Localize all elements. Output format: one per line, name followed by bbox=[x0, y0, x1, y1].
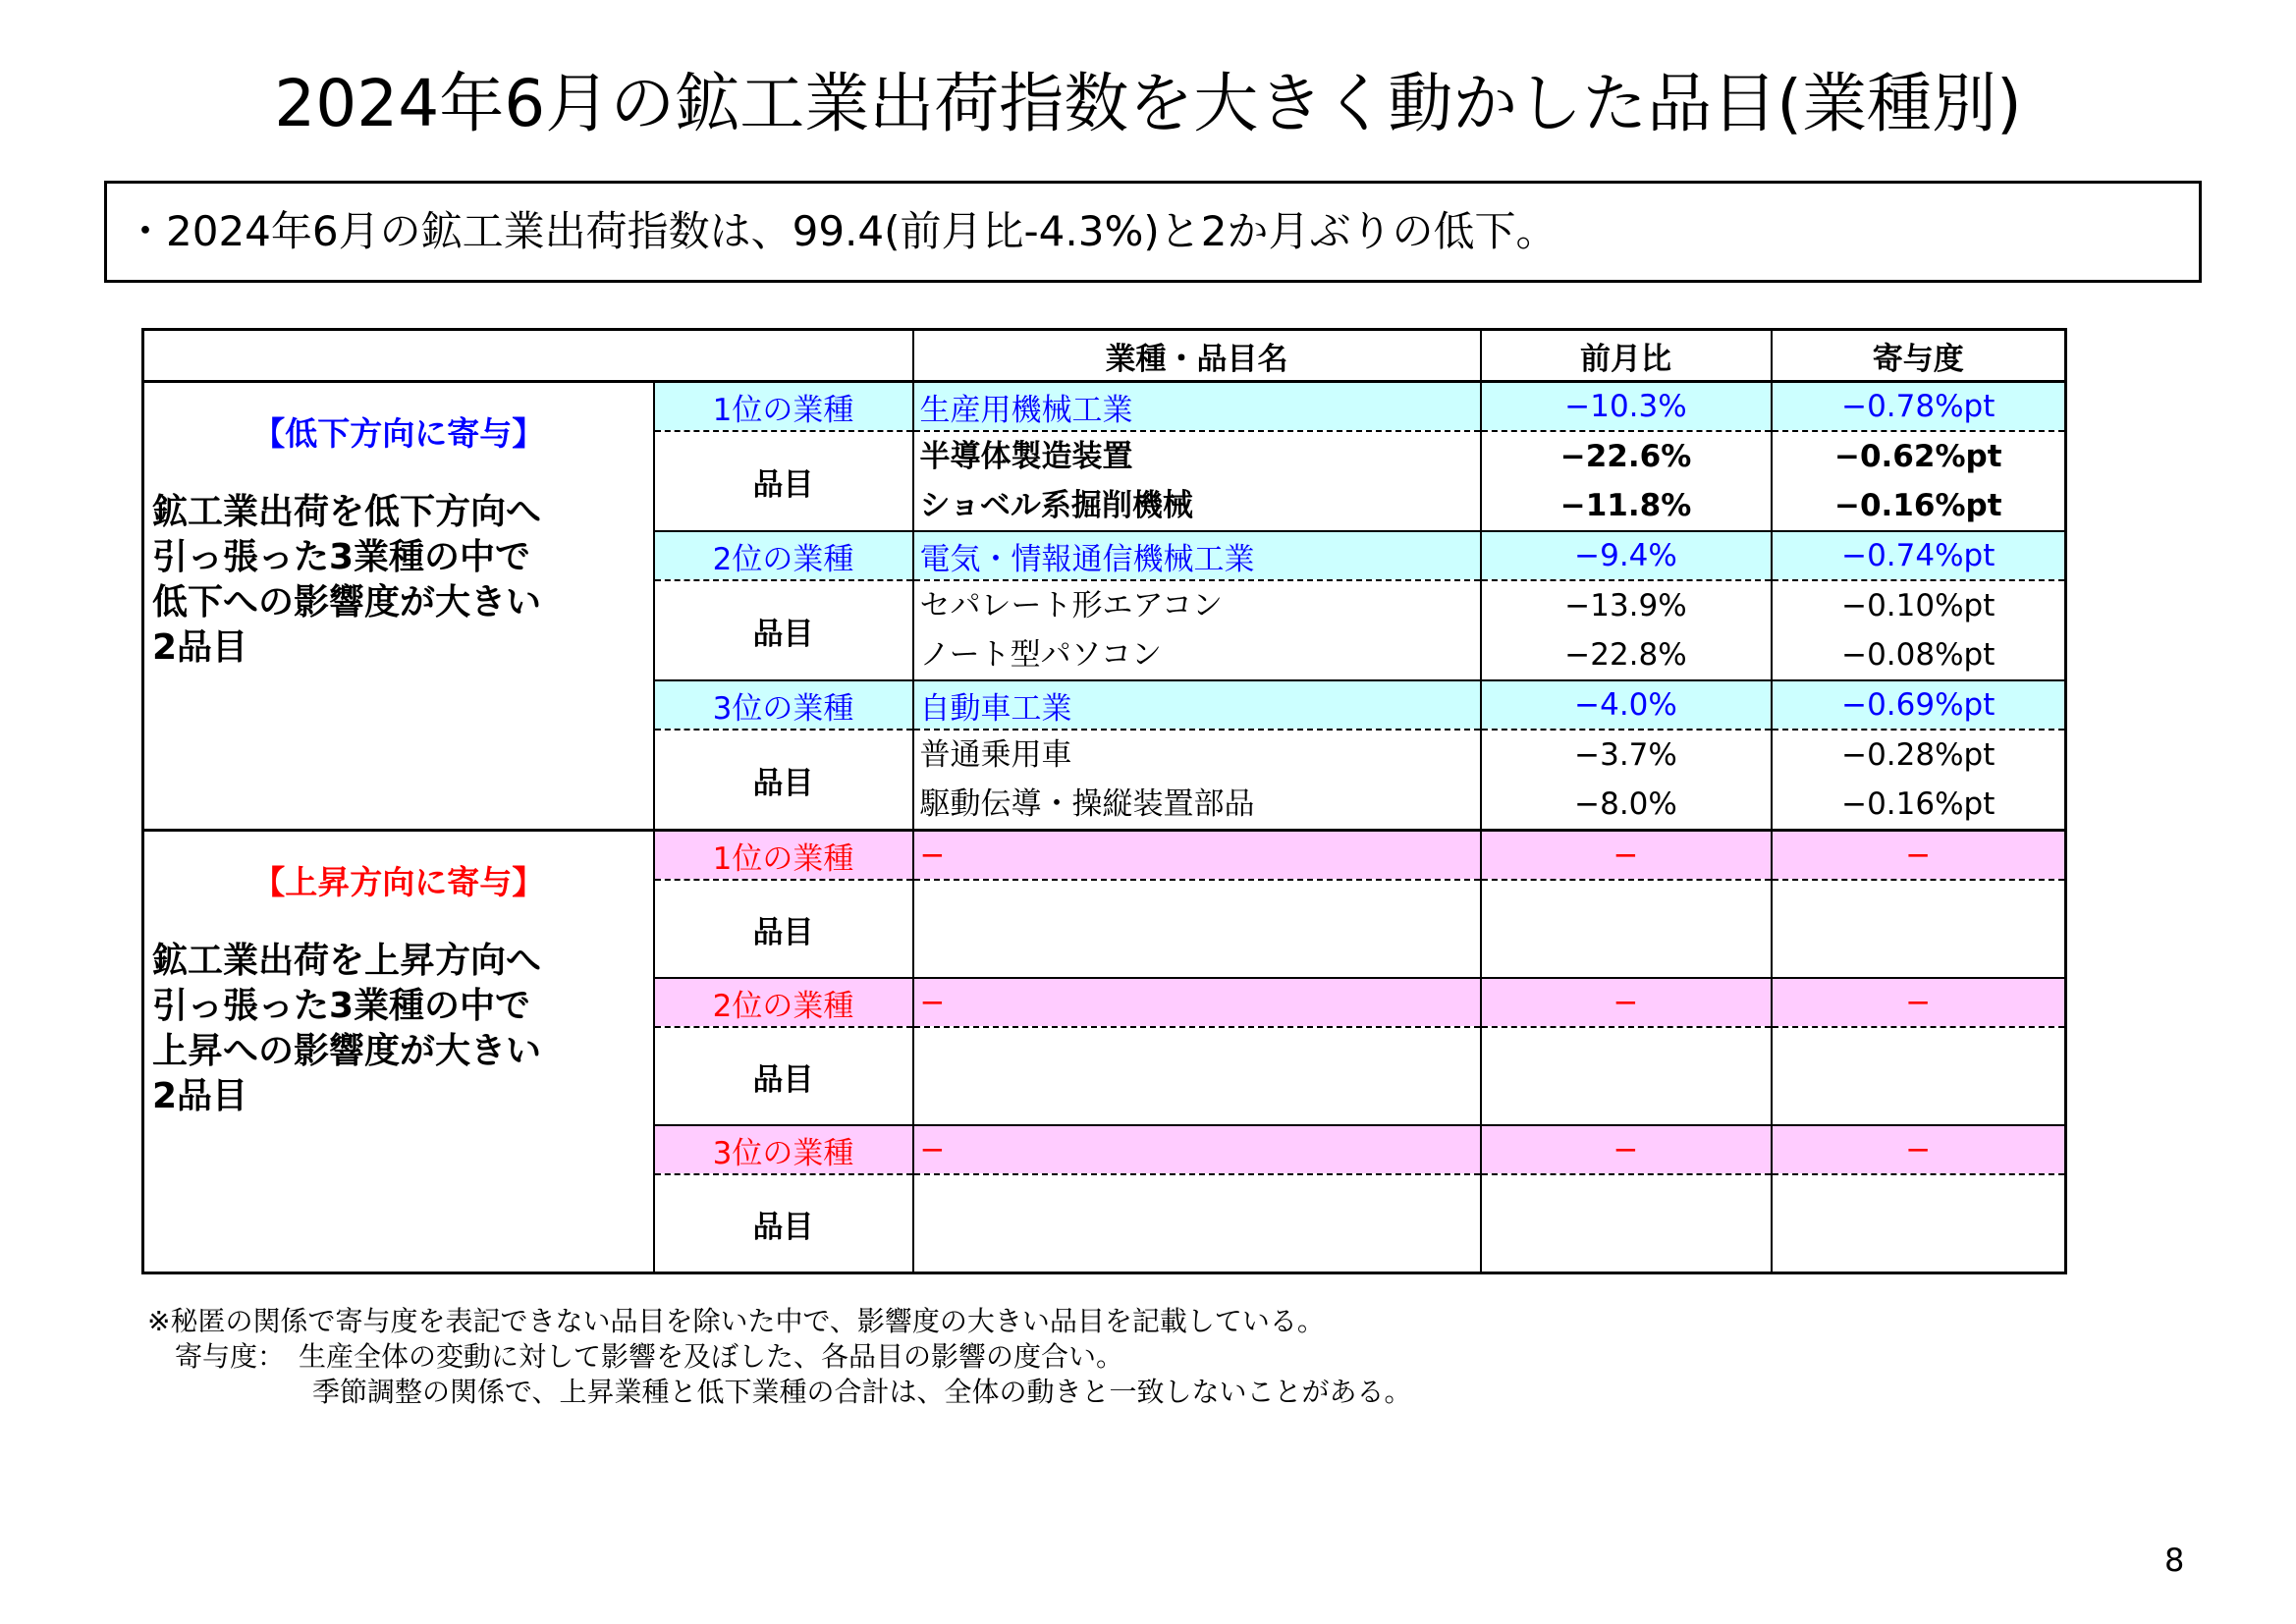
decrease-group-description: 鉱工業出荷を低下方向へ 引っ張った3業種の中で 低下への影響度が大きい 2品目 bbox=[152, 492, 542, 668]
item-moms bbox=[1481, 431, 1772, 531]
industry-mom: − bbox=[1481, 978, 1772, 1027]
industry-contribution: − bbox=[1772, 978, 2066, 1027]
item-contributions bbox=[1772, 880, 2066, 978]
industry-name: − bbox=[913, 978, 1481, 1027]
industry-name: − bbox=[913, 1125, 1481, 1174]
item-moms bbox=[1481, 1027, 1772, 1125]
table-row bbox=[143, 382, 2066, 432]
industry-mom: − bbox=[1481, 1125, 1772, 1174]
item-name: 半導体製造装置 bbox=[919, 439, 1133, 474]
item-moms bbox=[1481, 730, 1772, 831]
increase-group-label bbox=[143, 831, 654, 1273]
industry-contribution: −0.78%pt bbox=[1772, 382, 2066, 432]
item-contributions bbox=[1772, 1027, 2066, 1125]
rank-label: 2位の業種 bbox=[654, 978, 913, 1027]
decrease-group-title: 【低下方向に寄与】 bbox=[252, 414, 545, 453]
rank-label: 1位の業種 bbox=[654, 831, 913, 881]
industry-mom: −4.0% bbox=[1481, 680, 1772, 730]
item-names bbox=[913, 431, 1481, 531]
decrease-group-label bbox=[143, 382, 654, 831]
rank-label: 1位の業種 bbox=[654, 382, 913, 432]
item-mom: −22.6% bbox=[1559, 439, 1692, 474]
item-label: 品目 bbox=[654, 880, 913, 978]
item-names bbox=[913, 730, 1481, 831]
header-blank bbox=[143, 330, 913, 382]
item-name: 駆動伝導・操縦装置部品 bbox=[919, 786, 1255, 822]
industry-contribution: − bbox=[1772, 831, 2066, 881]
item-contribution: −0.28%pt bbox=[1841, 737, 1995, 773]
item-label: 品目 bbox=[654, 431, 913, 531]
item-label: 品目 bbox=[654, 580, 913, 680]
industry-name: 電気・情報通信機械工業 bbox=[913, 531, 1481, 580]
item-name: 普通乗用車 bbox=[919, 737, 1072, 773]
footnote-line: ※秘匿の関係で寄与度を表記できない品目を除いた中で、影響度の大きい品目を記載している。 bbox=[147, 1305, 1325, 1337]
item-contributions bbox=[1772, 730, 2066, 831]
item-names bbox=[913, 580, 1481, 680]
item-contribution: −0.08%pt bbox=[1841, 637, 1995, 673]
rank-label: 3位の業種 bbox=[654, 1125, 913, 1174]
item-label: 品目 bbox=[654, 730, 913, 831]
item-moms bbox=[1481, 1174, 1772, 1273]
table-row bbox=[143, 831, 2066, 881]
header-mom: 前月比 bbox=[1481, 330, 1772, 382]
item-contribution: −0.16%pt bbox=[1833, 488, 2002, 523]
item-label: 品目 bbox=[654, 1174, 913, 1273]
rank-label: 2位の業種 bbox=[654, 531, 913, 580]
item-contribution: −0.62%pt bbox=[1833, 439, 2002, 474]
summary-box: ・2024年6月の鉱工業出荷指数は、99.4(前月比-4.3%)と2か月ぶりの低下。 bbox=[104, 181, 2202, 283]
industry-mom: −9.4% bbox=[1481, 531, 1772, 580]
item-contributions bbox=[1772, 431, 2066, 531]
item-contributions bbox=[1772, 580, 2066, 680]
item-mom: −11.8% bbox=[1559, 488, 1692, 523]
item-mom: −22.8% bbox=[1564, 637, 1687, 673]
item-moms bbox=[1481, 580, 1772, 680]
rank-label: 3位の業種 bbox=[654, 680, 913, 730]
item-mom: −8.0% bbox=[1574, 786, 1677, 822]
header-name: 業種・品目名 bbox=[913, 330, 1481, 382]
item-mom: −3.7% bbox=[1574, 737, 1677, 773]
increase-group-description: 鉱工業出荷を上昇方向へ 引っ張った3業種の中で 上昇への影響度が大きい 2品目 bbox=[152, 941, 542, 1116]
industry-contribution: − bbox=[1772, 1125, 2066, 1174]
industry-contribution: −0.74%pt bbox=[1772, 531, 2066, 580]
item-label: 品目 bbox=[654, 1027, 913, 1125]
item-name: ノート型パソコン bbox=[919, 637, 1162, 673]
footnotes bbox=[147, 1304, 1411, 1410]
industry-mom: −10.3% bbox=[1481, 382, 1772, 432]
page-title: 2024年6月の鉱工業出荷指数を大きく動かした品目(業種別) bbox=[274, 66, 2022, 141]
footnote-line: 寄与度： 生産全体の変動に対して影響を及ぼした、各品目の影響の度合い。 bbox=[147, 1340, 1124, 1373]
industry-name: 生産用機械工業 bbox=[913, 382, 1481, 432]
industry-name: − bbox=[913, 831, 1481, 881]
item-names bbox=[913, 880, 1481, 978]
header-contribution: 寄与度 bbox=[1772, 330, 2066, 382]
item-names bbox=[913, 1027, 1481, 1125]
item-name: ショベル系掘削機械 bbox=[919, 488, 1193, 523]
industry-mom: − bbox=[1481, 831, 1772, 881]
item-contributions bbox=[1772, 1174, 2066, 1273]
item-mom: −13.9% bbox=[1564, 588, 1687, 623]
footnote-line: 季節調整の関係で、上昇業種と低下業種の合計は、全体の動きと一致しないことがある。 bbox=[147, 1376, 1412, 1408]
item-contribution: −0.16%pt bbox=[1841, 786, 1995, 822]
item-name: セパレート形エアコン bbox=[919, 588, 1223, 623]
item-moms bbox=[1481, 880, 1772, 978]
contribution-table bbox=[141, 328, 2067, 1274]
table-header-row bbox=[143, 330, 2066, 382]
item-contribution: −0.10%pt bbox=[1841, 588, 1995, 623]
industry-name: 自動車工業 bbox=[913, 680, 1481, 730]
item-names bbox=[913, 1174, 1481, 1273]
industry-contribution: −0.69%pt bbox=[1772, 680, 2066, 730]
page-number: 8 bbox=[2164, 1542, 2185, 1579]
increase-group-title: 【上昇方向に寄与】 bbox=[252, 863, 545, 901]
